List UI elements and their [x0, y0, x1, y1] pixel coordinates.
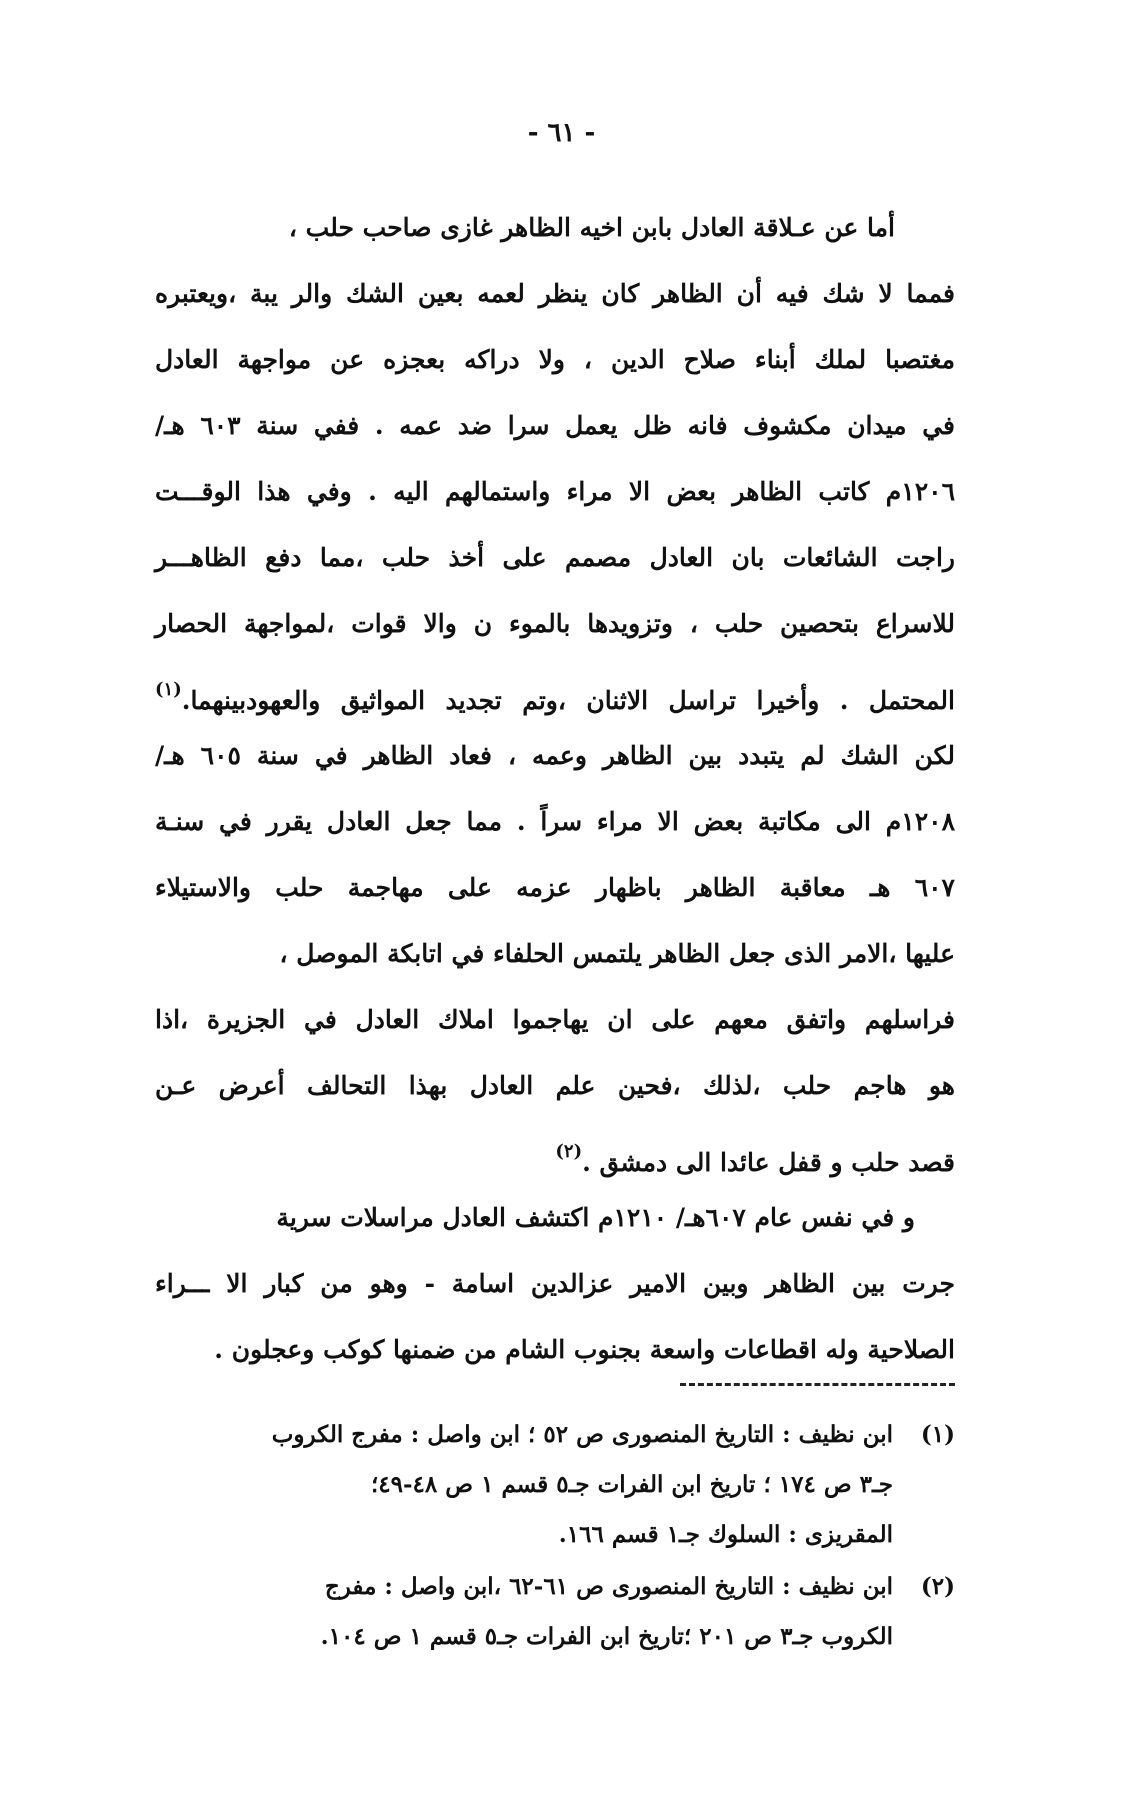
footnote-line: جـ٣ ص ١٧٤ ؛ تاريخ ابن الفرات جـ٥ قسم ١ ص ٤٨-٤٩؛ — [370, 1471, 893, 1498]
footnote-separator — [680, 1383, 955, 1386]
text-line: مغتصبا لملك أبناء صلاح الدين ، ولا دراكه بعجزه عن مواجهة العادل — [155, 345, 955, 374]
footnote-mark: (١) — [155, 679, 182, 700]
text-line: لكن الشك لم يتبدد بين الظاهر وعمه ، فعاد الظاهر في سنة ٦٠٥ هـ/ — [155, 741, 955, 770]
text-line: ٦٠٧ هـ معاقبة الظاهر باظهار عزمه على مهاجمة حلب والاستيلاء — [155, 873, 955, 902]
text-line: للاسراع بتحصين حلب ، وتزويدها بالموء ن والا قوات ،لمواجهة الحصار — [155, 609, 955, 638]
text-line: فراسلهم واتفق معهم على ان يهاجموا املاك العادل في الجزيرة ،اذا — [155, 1005, 955, 1034]
text-line: في ميدان مكشوف فانه ظل يعمل سرا ضد عمه . ففي سنة ٦٠٣ هـ/ — [155, 411, 956, 440]
text-line: الصلاحية وله اقطاعات واسعة بجنوب الشام من ضمنها كوكب وعجلون . — [214, 1335, 955, 1364]
footnote — [135, 1562, 955, 1662]
main-paragraph — [155, 195, 955, 1185]
footnote-line: المقريزى : السلوك جـ١ قسم ١٦٦. — [558, 1521, 893, 1548]
second-paragraph — [155, 1185, 955, 1383]
text-line: ١٢٠٦م كاتب الظاهر بعض الا مراء واستمالهم اليه . وفي هذا الوقـــت — [155, 477, 955, 506]
text-line: و في نفس عام ٦٠٧هـ/ ١٢١٠م اكتشف العادل مراسلات سرية — [276, 1203, 915, 1232]
footnote-line: ابن نظيف : التاريخ المنصورى ص ٥٢ ؛ ابن واصل : مفرج الكروب — [271, 1421, 893, 1448]
footnote-line: الكروب جـ٣ ص ٢٠١ ؛تاريخ ابن الفرات جـ٥ قسم ١ ص ١٠٤. — [320, 1623, 893, 1650]
page-number: - ٦١ - — [527, 118, 596, 148]
text-line: راجت الشائعات بان العادل مصمم على أخذ حلب ،مما دفع الظاهـــر — [155, 543, 955, 572]
text-line-with-note — [155, 1119, 955, 1185]
text-line: أما عن عـلاقة العادل بابن اخيه الظاهر غازى صاحب حلب ، — [288, 213, 895, 242]
footnote-body — [135, 1410, 893, 1560]
footnote — [135, 1410, 955, 1560]
footnotes — [135, 1410, 955, 1664]
footnote-number: (١) — [920, 1421, 955, 1448]
footnote-body — [135, 1562, 893, 1662]
text-line: ١٢٠٨م الى مكاتبة بعض الا مراء سراً . مما جعل العادل يقرر في سنـة — [155, 807, 956, 836]
text-line-with-note — [155, 657, 955, 723]
text-line: جرت بين الظاهر وبين الامير عزالدين اسامة - وهو من كبار الا ـــراء — [155, 1269, 955, 1298]
text-line: فمما لا شك فيه أن الظاهر كان ينظر لعمه بعين الشك والر يبة ،ويعتبره — [155, 279, 955, 308]
footnote-number: (٢) — [920, 1573, 955, 1600]
text-line: هو هاجم حلب ،لذلك ،فحين علم العادل بهذا التحالف أعرض عـن — [155, 1071, 955, 1100]
footnote-mark: (٢) — [555, 1141, 583, 1162]
text-line: المحتمل . وأخيرا تراسل الاثنان ،وتم تجديد المواثيق والعهودبينهما. — [181, 686, 955, 715]
text-line: قصد حلب و قفل عائدا الى دمشق . — [582, 1148, 955, 1177]
footnote-line: ابن نظيف : التاريخ المنصورى ص ٦١-٦٢ ،ابن واصل : مفرج — [324, 1573, 893, 1600]
text-line: عليها ،الامر الذى جعل الظاهر يلتمس الحلفاء في اتابكة الموصل ، — [279, 939, 955, 968]
